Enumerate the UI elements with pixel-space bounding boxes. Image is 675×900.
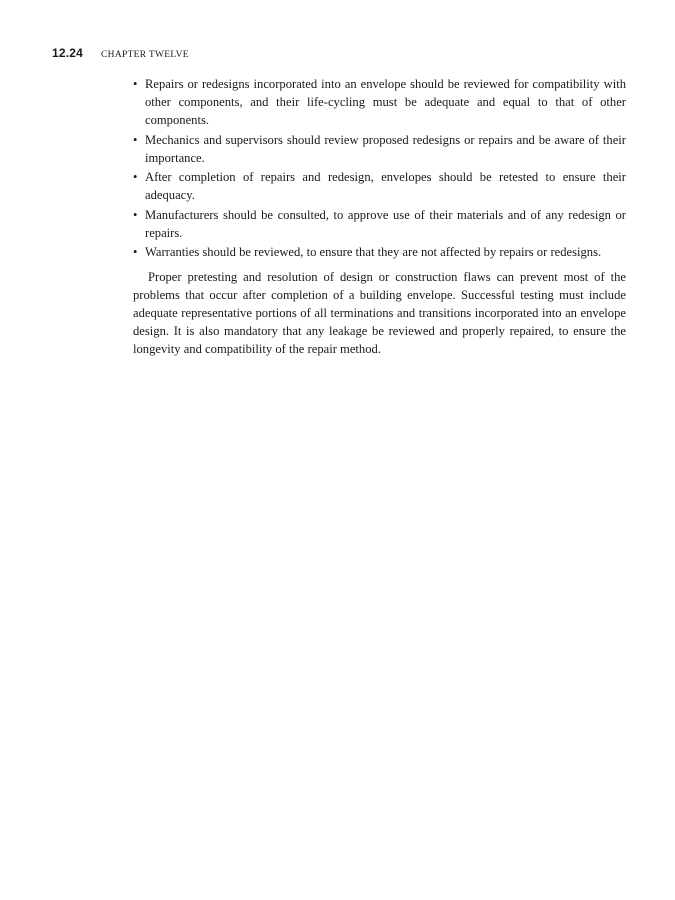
page-content <box>133 75 626 358</box>
bullet-icon: • <box>133 132 138 147</box>
list-item <box>133 75 626 129</box>
list-item-text: Warranties should be reviewed, to ensure that they are not affected by repairs or redesigns. <box>145 245 602 259</box>
bullet-icon: • <box>133 207 138 222</box>
body-paragraph: Proper pretesting and resolution of design or construction flaws can prevent most of the problems that occur after completion of a building envelope. Successful testing must include adequate representative portions of all terminations and transitions incorporated into an envelope design. It is also mandatory that any leakage be reviewed and properly repaired, to ensure the longevity and compatibility of the repair method. <box>133 270 626 356</box>
list-item-text: After completion of repairs and redesign, envelopes should be retested to ensure their adequacy. <box>145 170 626 202</box>
list-item-text: Mechanics and supervisors should review proposed redesigns or repairs and be aware of their importance. <box>145 132 626 165</box>
list-item-text: Repairs or redesigns incorporated into an envelope should be reviewed for compatibility with other components, and their life-cycling must be adequate and equal to that of other components. <box>145 77 626 127</box>
page-header <box>52 46 189 60</box>
list-item <box>133 131 626 167</box>
bullet-icon: • <box>133 77 138 91</box>
bullet-icon: • <box>133 170 138 184</box>
list-item-text: Manufacturers should be consulted, to approve use of their materials and of any redesign or repairs. <box>145 207 626 240</box>
chapter-title: CHAPTER TWELVE <box>101 50 189 60</box>
list-item <box>133 243 626 261</box>
list-item <box>133 168 626 204</box>
page-number: 12.24 <box>52 46 84 60</box>
bullet-list <box>133 75 626 261</box>
bullet-icon: • <box>133 245 138 259</box>
list-item <box>133 206 626 242</box>
